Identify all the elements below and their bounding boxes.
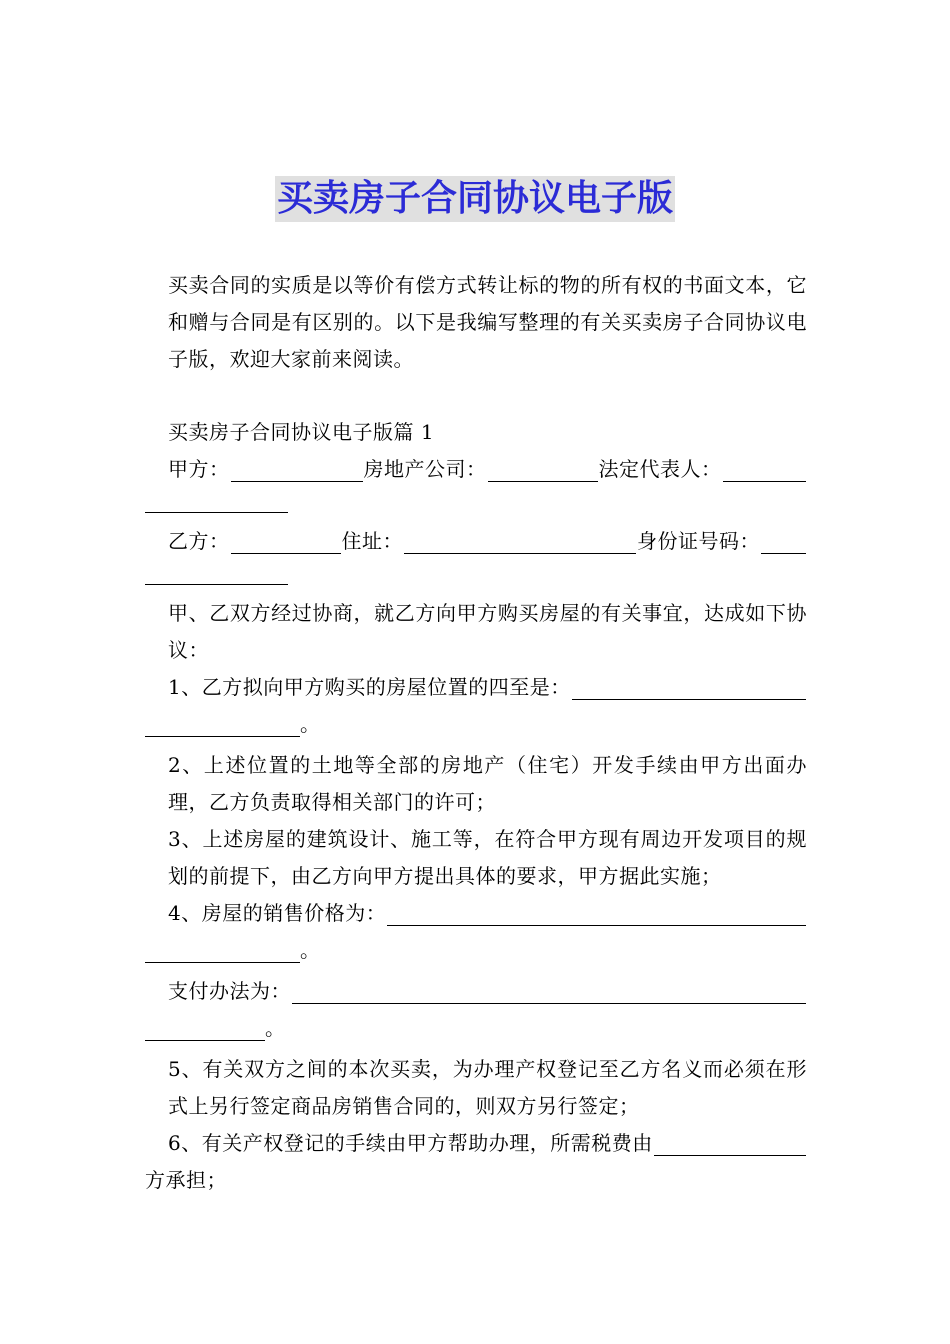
item6-end: 方承担； bbox=[145, 1168, 227, 1192]
payment-blank-cont bbox=[145, 1016, 265, 1041]
item2-paragraph: 2、上述位置的土地等全部的房地产（住宅）开发手续由甲方出面办理，乙方负责取得相关部门的许可； bbox=[168, 753, 807, 814]
party-b-label: 乙方： bbox=[168, 529, 230, 553]
item4-continuation bbox=[145, 932, 807, 969]
item1-continuation bbox=[145, 706, 807, 743]
id-blank bbox=[761, 529, 806, 554]
party-b-continuation bbox=[145, 560, 807, 591]
legal-rep-label: 法定代表人： bbox=[598, 457, 722, 481]
party-a-continuation bbox=[145, 488, 807, 519]
payment-label: 支付办法为： bbox=[168, 979, 291, 1003]
address-blank bbox=[404, 529, 636, 554]
item6-line bbox=[145, 1125, 807, 1162]
item1-period: 。 bbox=[300, 712, 321, 736]
item6-blank bbox=[654, 1131, 806, 1156]
address-label: 住址： bbox=[341, 529, 403, 553]
realestate-blank bbox=[488, 457, 598, 482]
legal-rep-blank bbox=[723, 457, 807, 482]
item4-blank bbox=[387, 901, 806, 926]
section-heading: 买卖房子合同协议电子版篇 1 bbox=[168, 420, 435, 444]
id-blank-cont bbox=[145, 560, 288, 585]
payment-continuation bbox=[145, 1010, 807, 1047]
document-title: 买卖房子合同协议电子版 bbox=[275, 176, 675, 222]
item1-text: 1、乙方拟向甲方购买的房屋位置的四至是： bbox=[168, 675, 571, 699]
document-body bbox=[145, 267, 807, 1199]
item1-line bbox=[145, 669, 807, 706]
item1-blank-cont bbox=[145, 712, 300, 737]
party-a-line bbox=[145, 451, 807, 488]
legal-rep-blank-cont bbox=[145, 488, 288, 513]
party-b-blank bbox=[231, 529, 341, 554]
item4-blank-cont bbox=[145, 938, 300, 963]
payment-line bbox=[145, 973, 807, 1010]
item4-text: 4、房屋的销售价格为： bbox=[168, 901, 387, 925]
payment-blank bbox=[292, 979, 806, 1004]
realestate-label: 房地产公司： bbox=[363, 457, 487, 481]
id-label: 身份证号码： bbox=[637, 529, 760, 553]
intro-paragraph: 买卖合同的实质是以等价有偿方式转让标的物的所有权的书面文本，它和赠与合同是有区别的。以下是我编写整理的有关买卖房子合同协议电子版，欢迎大家前来阅读。 bbox=[168, 273, 807, 371]
preamble-paragraph: 甲、乙双方经过协商，就乙方向甲方购买房屋的有关事宜，达成如下协议： bbox=[168, 601, 807, 662]
item5-paragraph: 5、有关双方之间的本次买卖，为办理产权登记至乙方名义而必须在形式上另行签定商品房销售合同的，则双方另行签定； bbox=[168, 1057, 807, 1118]
item3-paragraph: 3、上述房屋的建筑设计、施工等，在符合甲方现有周边开发项目的规划的前提下，由乙方向甲方提出具体的要求，甲方据此实施； bbox=[168, 827, 807, 888]
party-a-blank bbox=[231, 457, 363, 482]
document-title-wrap bbox=[0, 176, 950, 222]
item1-blank bbox=[572, 675, 806, 700]
party-b-line bbox=[145, 523, 807, 560]
payment-period: 。 bbox=[265, 1016, 286, 1040]
item4-line bbox=[145, 895, 807, 932]
item6-text: 6、有关产权登记的手续由甲方帮助办理，所需税费由 bbox=[168, 1131, 653, 1155]
party-a-label: 甲方： bbox=[168, 457, 230, 481]
item4-period: 。 bbox=[300, 938, 321, 962]
